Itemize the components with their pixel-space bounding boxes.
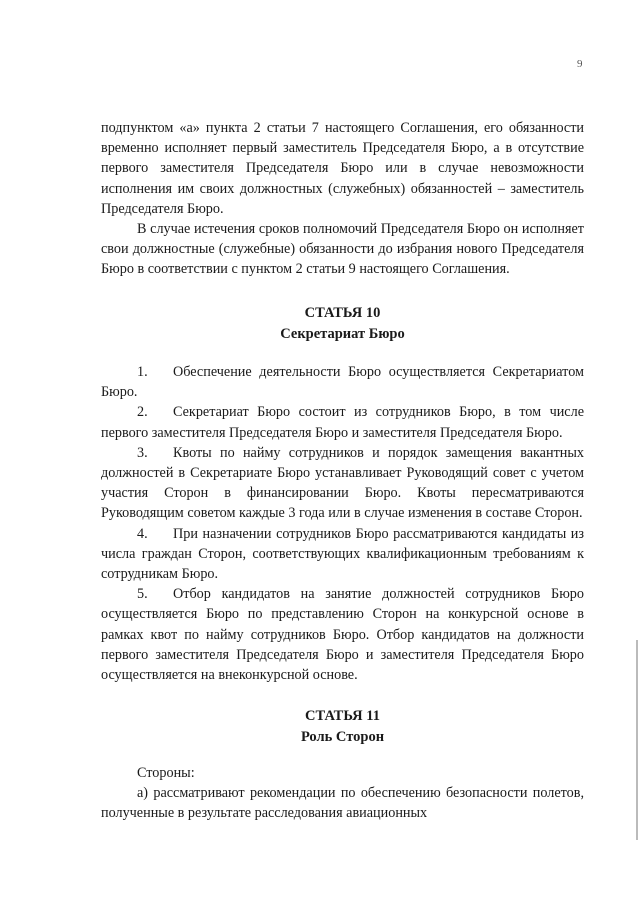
article-title: СТАТЬЯ 11 [305,708,380,724]
item-number: 1. [137,364,148,380]
paragraph-lead: Стороны: [137,765,195,781]
article-title: СТАТЬЯ 10 [304,305,381,321]
article-11-heading [101,706,584,748]
item-number: 4. [137,525,148,542]
item-number: 5. [137,586,148,603]
item-text: Обеспечение деятельности Бюро осуществляется Секретариатом Бюро. [101,364,584,401]
numbered-paragraph [101,584,584,685]
paragraph: В случае истечения сроков полномочий Председателя Бюро он исполняет свои должностные (служебные) обязанности до избрания нового Председателя Бюро в соответствии с пунктом 2 статьи 9 настоящего Соглашения. [101,221,584,278]
item-text: Секретариат Бюро состоит из сотрудников Бюро, в том числе первого заместителя Председателя Бюро и заместителя Председателя Бюро. [101,404,584,441]
item-number: 2. [137,404,148,421]
item-number: 3. [137,444,148,461]
paragraph-item-a: а) рассматривают рекомендации по обеспечению безопасности полетов, полученные в результате расследования авиационных [101,785,584,822]
item-text: Отбор кандидатов на занятие должностей сотрудников Бюро осуществляется Бюро по представлению Сторон на конкурсной основе в рамках квот по найму сотрудников Бюро. Отбор кандидатов на должности первого заместителя Председателя Бюро и заместителя Председателя Бюро осуществляется на внеконкурсной основе. [101,586,584,684]
numbered-paragraph [101,402,584,442]
article-subtitle: Роль Сторон [300,729,385,745]
article-11-body [101,763,584,824]
article-10-body [101,362,584,685]
item-text: Квоты по найму сотрудников и порядок замещения вакантных должностей в Секретариате Бюро устанавливает Руководящий совет с учетом участия Сторон в финансировании Бюро. Квоты пересматриваются Руководящим советом каждые 3 года или в случае изменения в составе Сторон. [101,444,584,522]
numbered-paragraph [101,524,584,585]
item-text: При назначении сотрудников Бюро рассматриваются кандидаты из числа граждан Сторон, соответствующих квалификационным требованиям к сотрудникам Бюро. [101,525,584,583]
numbered-paragraph [101,443,584,524]
paragraph: подпунктом «а» пункта 2 статьи 7 настоящего Соглашения, его обязанности временно исполняет первый заместитель Председателя Бюро, а в отсутствие первого заместителя Председателя Бюро или в случае невозможности исполнения им своих должностных (служебных) обязанностей – заместитель Председателя Бюро. [101,120,584,217]
scan-edge-shadow [636,640,638,840]
article-10-heading [101,303,584,345]
numbered-paragraph [101,362,584,402]
article-subtitle: Секретариат Бюро [280,326,405,342]
intro-section [101,118,584,280]
page-number: 9 [577,58,583,70]
